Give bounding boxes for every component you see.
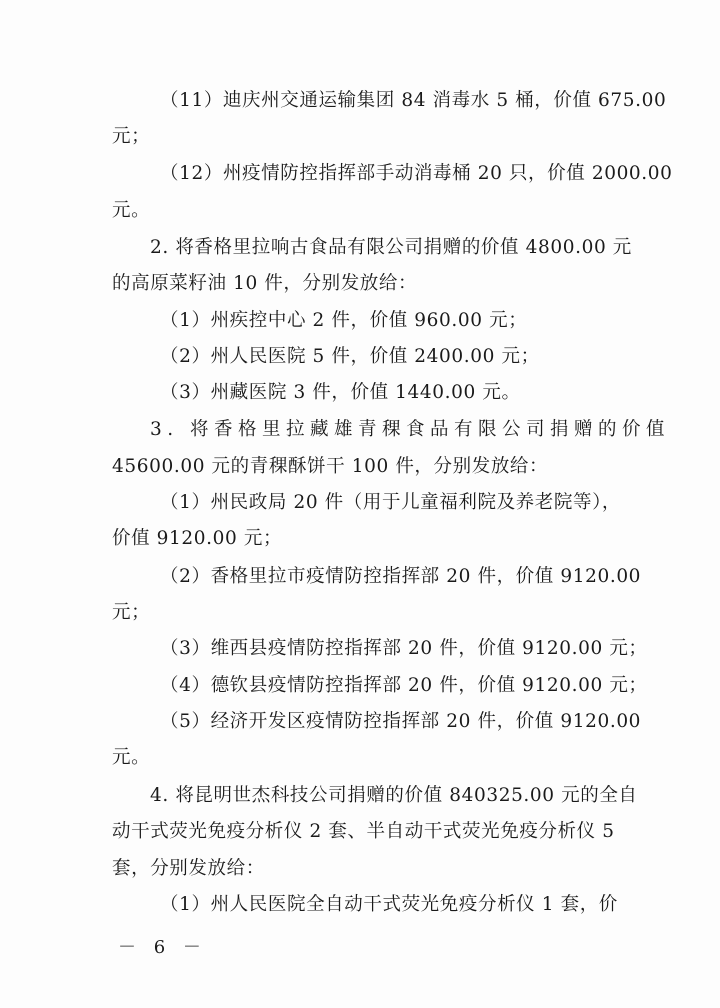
text-line: 元。 — [112, 200, 151, 221]
text-line: （1）州人民医院全自动干式荧光免疫分析仪 1 套，价 — [160, 894, 618, 915]
text-line: （2）香格里拉市疫情防控指挥部 20 件，价值 9120.00 — [160, 566, 642, 587]
text-line: （11）迪庆州交通运输集团 84 消毒水 5 桶，价值 675.00 — [160, 90, 667, 111]
text-line: 元。 — [112, 747, 151, 768]
text-line: （5）经济开发区疫情防控指挥部 20 件，价值 9120.00 — [160, 711, 642, 732]
text-line: 元； — [112, 602, 151, 623]
text-line: （3）维西县疫情防控指挥部 20 件，价值 9120.00 元； — [160, 638, 648, 659]
text-line: 4. 将昆明世杰科技公司捐赠的价值 840325.00 元的全自 — [150, 785, 638, 806]
text-line: 价值 9120.00 元； — [112, 528, 283, 549]
text-line: 的高原菜籽油 10 件，分别发放给： — [112, 273, 418, 294]
page-number: － 6 － — [118, 937, 207, 958]
text-line: 动干式荧光免疫分析仪 2 套、半自动干式荧光免疫分析仪 5 — [112, 821, 615, 842]
text-line: （2）州人民医院 5 件，价值 2400.00 元； — [160, 346, 540, 367]
text-line: 元； — [112, 126, 151, 147]
text-line: 45600.00 元的青稞酥饼干 100 件，分别发放给： — [112, 456, 549, 477]
text-line: （12）州疫情防控指挥部手动消毒桶 20 只，价值 2000.00 — [160, 163, 673, 184]
text-line: （1）州民政局 20 件（用于儿童福利院及养老院等）， — [160, 492, 622, 513]
text-line: （4）德钦县疫情防控指挥部 20 件，价值 9120.00 元； — [160, 675, 648, 696]
text-line: （3）州藏医院 3 件，价值 1440.00 元。 — [160, 382, 521, 403]
text-line: 套，分别发放给： — [112, 858, 265, 879]
text-line: 2. 将香格里拉响古食品有限公司捐赠的价值 4800.00 元 — [150, 237, 632, 258]
text-line: （1）州疾控中心 2 件，价值 960.00 元； — [160, 310, 528, 331]
text-line: 3. 将香格里拉藏雄青稞食品有限公司捐赠的价值 — [150, 419, 671, 440]
